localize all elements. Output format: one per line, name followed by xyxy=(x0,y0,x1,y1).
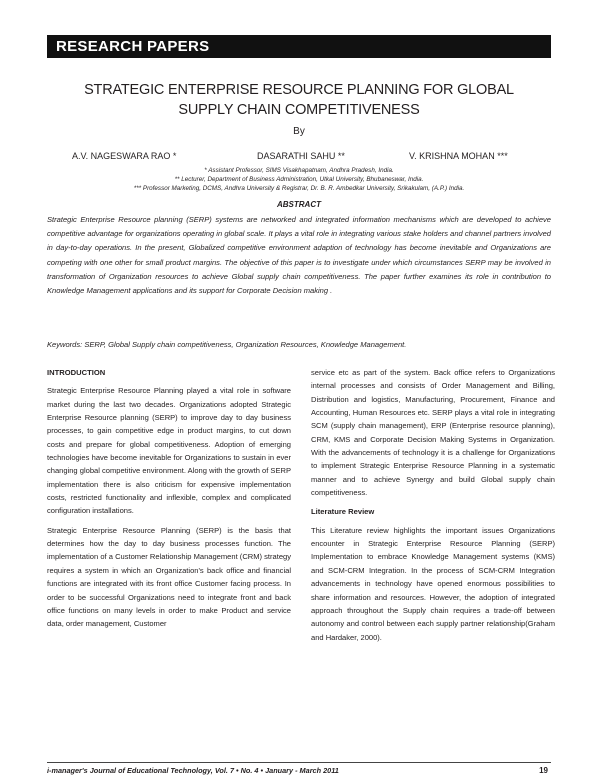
author-1: A.V. NAGESWARA RAO * xyxy=(72,151,177,161)
paper-title xyxy=(47,80,551,120)
section-banner: RESEARCH PAPERS xyxy=(47,35,551,58)
author-2: DASARATHI SAHU ** xyxy=(257,151,345,161)
paragraph: Strategic Enterprise Resource Planning played a vital role in software market during the last two decades. Organizations adopted Strategic Enterprise Resource planning (SERP) to improve day to day business processes, to gain competitive edge in product margins, to cut down costs and prepare for global competitiveness. Adoption of emerging technologies have become inevitable for Organizations to sustain in ever changing global competitive environment. Along with the growth of SERP implementation there is also criticism for expensive implementation costs, restricted functionality and inflexible, complex and complicated configuration installations. xyxy=(47,386,291,516)
right-column xyxy=(311,366,555,650)
journal-footer: i-manager's Journal of Educational Technology, Vol. 7 • No. 4 • January - March 2011 xyxy=(47,766,339,775)
left-column xyxy=(47,366,291,637)
footer-divider xyxy=(47,762,551,763)
page-number: 19 xyxy=(539,766,548,775)
paragraph: Strategic Enterprise Resource Planning (SERP) is the basis that determines how the day to day business processes function. The implementation of a Customer Relationship Management (CRM) strategy requires a system in which an Organization's back office and financial functions are integrated with its front office Customer facing process. In order to be successful Organizations need to integrate front and back office functions on many levels in order to make Product and service data, order management, Customer xyxy=(47,525,291,629)
affiliation-1: * Assistant Professor, SIMS Visakhapatnam, Andhra Pradesh, India. xyxy=(204,167,394,174)
literature-review-heading: Literature Review xyxy=(311,507,375,517)
affiliations xyxy=(47,166,551,193)
affiliation-3: *** Professor Marketing, DCMS, Andhra University & Registrar, Dr. B. R. Ambedkar University, Srikakulam, (A.P.) India. xyxy=(133,185,465,192)
title-line-1: STRATEGIC ENTERPRISE RESOURCE PLANNING FOR GLOBAL xyxy=(84,82,514,98)
introduction-heading: INTRODUCTION xyxy=(47,368,106,377)
paragraph: service etc as part of the system. Back office refers to Organizations internal processes and consists of Order Management and Billing, Distribution and logistics, Manufacturing, Procurement, Finance and Accounting, Human Resources etc. SERP plays a vital role in integrating SCM (supply chain management), ERP (Enterprise resource planning), CRM, KMS and Corporate Decision Making Systems in Organization. With the advancements of technology it is a challenge for Organizations to implement Strategic Enterprise Resource Planning in a systematic manner and to achieve Synergy and build Global supply chain competitiveness. xyxy=(311,368,555,498)
by-label: By xyxy=(293,126,305,137)
paragraph: This Literature review highlights the important issues Organizations encounter in Strategic Enterprise Resource Planning (SERP) Implementation to embrace Knowledge Management systems (KMS) and SCM-CRM Integration. In the process of SCM-CRM Integration advancements in technology have opened enormous possibilities to share information and resources. However, the adoption of integrated approach throughout the Supply chain requires a trade-off between autonomy and control between each supply partner relationship(Graham and Hardaker, 2000). xyxy=(311,525,555,642)
abstract-heading: ABSTRACT xyxy=(277,200,321,209)
affiliation-2: ** Lecturer, Department of Business Administration, Utkal University, Bhubaneswar, India. xyxy=(174,176,424,183)
author-3: V. KRISHNA MOHAN *** xyxy=(409,151,508,161)
keywords: Keywords: SERP, Global Supply chain competitiveness, Organization Resources, Knowledge Management. xyxy=(47,340,407,349)
title-line-2: SUPPLY CHAIN COMPETITIVENESS xyxy=(178,102,420,118)
abstract-text: Strategic Enterprise Resource planning (SERP) systems are networked and integrated information mechanisms which are developed to achieve competitive advantage for organizations operating in global scale. It plays a vital role in integrating various stake holders and channel partners involved in day-to-day operations. In the present, Globalized competitive environment adaption of technology has become inevitable and Organizations are competing with one other for small product margins. The objective of this paper is to investigate under which circumstances SERP may be involved in transformation of Organization resources to achieve Global supply chain competitiveness. The paper further examines its role in contribution to Knowledge Management applications and its support for Corporate Decision making . xyxy=(47,215,551,296)
